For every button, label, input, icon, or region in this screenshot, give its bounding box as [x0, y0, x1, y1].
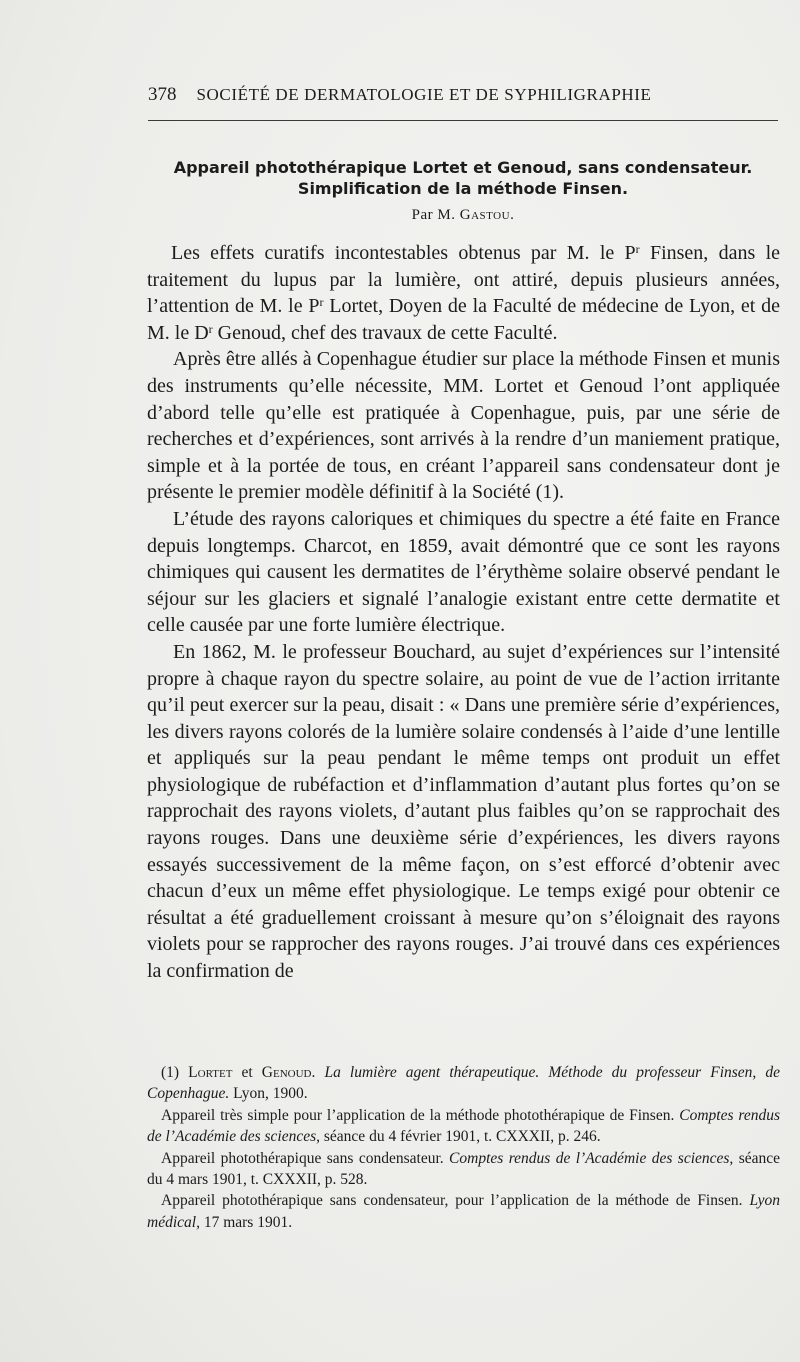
footnote-4	[147, 1190, 780, 1233]
footnote-number: (1)	[161, 1064, 180, 1081]
p1-sup-3: r	[208, 321, 213, 336]
paragraph-4: En 1862, M. le professeur Bouchard, au sujet d’expériences sur l’intensité propre à chaque rayon du spectre solaire, au point de vue de l’action irritante qu’il peut exercer sur la peau, disait : « Dans une première série d’expériences, les divers rayons colorés de la lumière solaire condensés à l’aide d’une lentille et appliqués sur la peau pendant le même temps ont produit un effet physiologique de rubéfaction et d’inflammation d’autant plus fortes qu’on se rapprochait des rayons violets, d’autant plus faibles qu’on se rapprochait des rayons rouges. Dans une deuxième série d’expériences, les divers rayons essayés successivement de la même façon, on s’est efforcé d’obtenir avec chacun d’eux un même effet physiologique. Le temps exigé pour obtenir ce résultat a été graduellement croissant à mesure qu’on s’éloignait des rayons violets pour se rapprocher des rayons rouges. J’ai trouvé dans ces expériences la confirmation de	[147, 640, 780, 983]
footnote-author-a: Lortet	[188, 1064, 233, 1081]
footnote-conjunction: et	[241, 1064, 253, 1081]
paragraph-1	[147, 240, 780, 346]
footnote-3-text: Appareil photothérapique sans condensateur.	[161, 1149, 444, 1167]
footnote-author-b: Genoud.	[261, 1064, 316, 1081]
p1-sup-1: r	[635, 242, 640, 256]
header-rule	[148, 120, 778, 121]
p1-text-d: Genoud, chef des travaux de cette Faculté.	[212, 321, 558, 344]
page-number: 378	[148, 84, 177, 105]
title-line-2: Simplification de la méthode Finsen.	[297, 179, 629, 198]
article-body	[147, 240, 780, 985]
title-line-1: Appareil photothérapique Lortet et Genoud, sans condensateur.	[173, 158, 753, 177]
p1-sup-2: r	[319, 295, 324, 310]
footnote-1-title: La lumière agent thérapeutique. Méthode du professeur Finsen, de Copenhague.	[147, 1064, 781, 1103]
footnotes	[147, 1062, 780, 1233]
p1-text-c: Lortet, Doyen de la Faculté de médecine de Lyon, et de M. le D	[147, 295, 780, 344]
footnote-4-ref: 17 mars 1901.	[203, 1213, 293, 1231]
footnote-2-text: Appareil très simple pour l’application de la méthode photothérapique de Finsen.	[161, 1106, 675, 1124]
running-header	[148, 84, 778, 106]
article-title	[140, 157, 786, 199]
footnote-3	[147, 1148, 780, 1191]
footnote-1-place: Lyon, 1900.	[233, 1085, 308, 1103]
footnote-2-source: Comptes rendus de l’Académie des sciences,	[147, 1106, 780, 1146]
footnote-4-source: Lyon médical,	[147, 1192, 780, 1231]
p1-text-a: Les effets curatifs incontestables obtenus par M. le P	[171, 242, 636, 264]
article-author	[148, 207, 778, 224]
footnote-2-ref: séance du 4 février 1901, t. CXXXII, p. 246.	[323, 1128, 601, 1146]
footnote-3-ref: séance du 4 mars 1901, t. CXXXII, p. 528.	[147, 1149, 781, 1189]
footnote-3-source: Comptes rendus de l’Académie des sciences,	[449, 1149, 734, 1167]
author-name: Gastou.	[459, 207, 515, 223]
author-prefix: Par M.	[411, 207, 456, 223]
paragraph-2: Après être allés à Copenhague étudier sur place la méthode Finsen et munis des instruments qu’elle nécessite, MM. Lortet et Genoud l’ont appliquée d’abord telle qu’elle est pratiquée à Copenhague, puis, par une série de recherches et d’expériences, sont arrivés à la rendre d’un maniement pratique, simple et à la portée de tous, en créant l’appareil sans condensateur dont je présente le premier modèle définitif à la Société (1).	[147, 348, 780, 504]
p1-text-b: Finsen, dans le traitement du lupus par la lumière, ont attiré, depuis plusieurs années, l’attention de M. le P	[147, 242, 780, 318]
footnote-4-text: Appareil photothérapique sans condensateur, pour l’application de la méthode de Finsen.	[161, 1192, 743, 1210]
running-title: SOCIÉTÉ DE DERMATOLOGIE ET DE SYPHILIGRAPHIE	[196, 85, 652, 104]
paragraph-3: L’étude des rayons caloriques et chimiques du spectre a été faite en France depuis longtemps. Charcot, en 1859, avait démontré que ce sont les rayons chimiques qui causent les dermatites de l’érythème solaire observé pendant le séjour sur les glaciers et signalé l’analogie existant entre cette dermatite et celle causée par une forte lumière électrique.	[147, 507, 780, 637]
footnote-1	[147, 1062, 780, 1105]
footnote-2	[147, 1105, 780, 1148]
